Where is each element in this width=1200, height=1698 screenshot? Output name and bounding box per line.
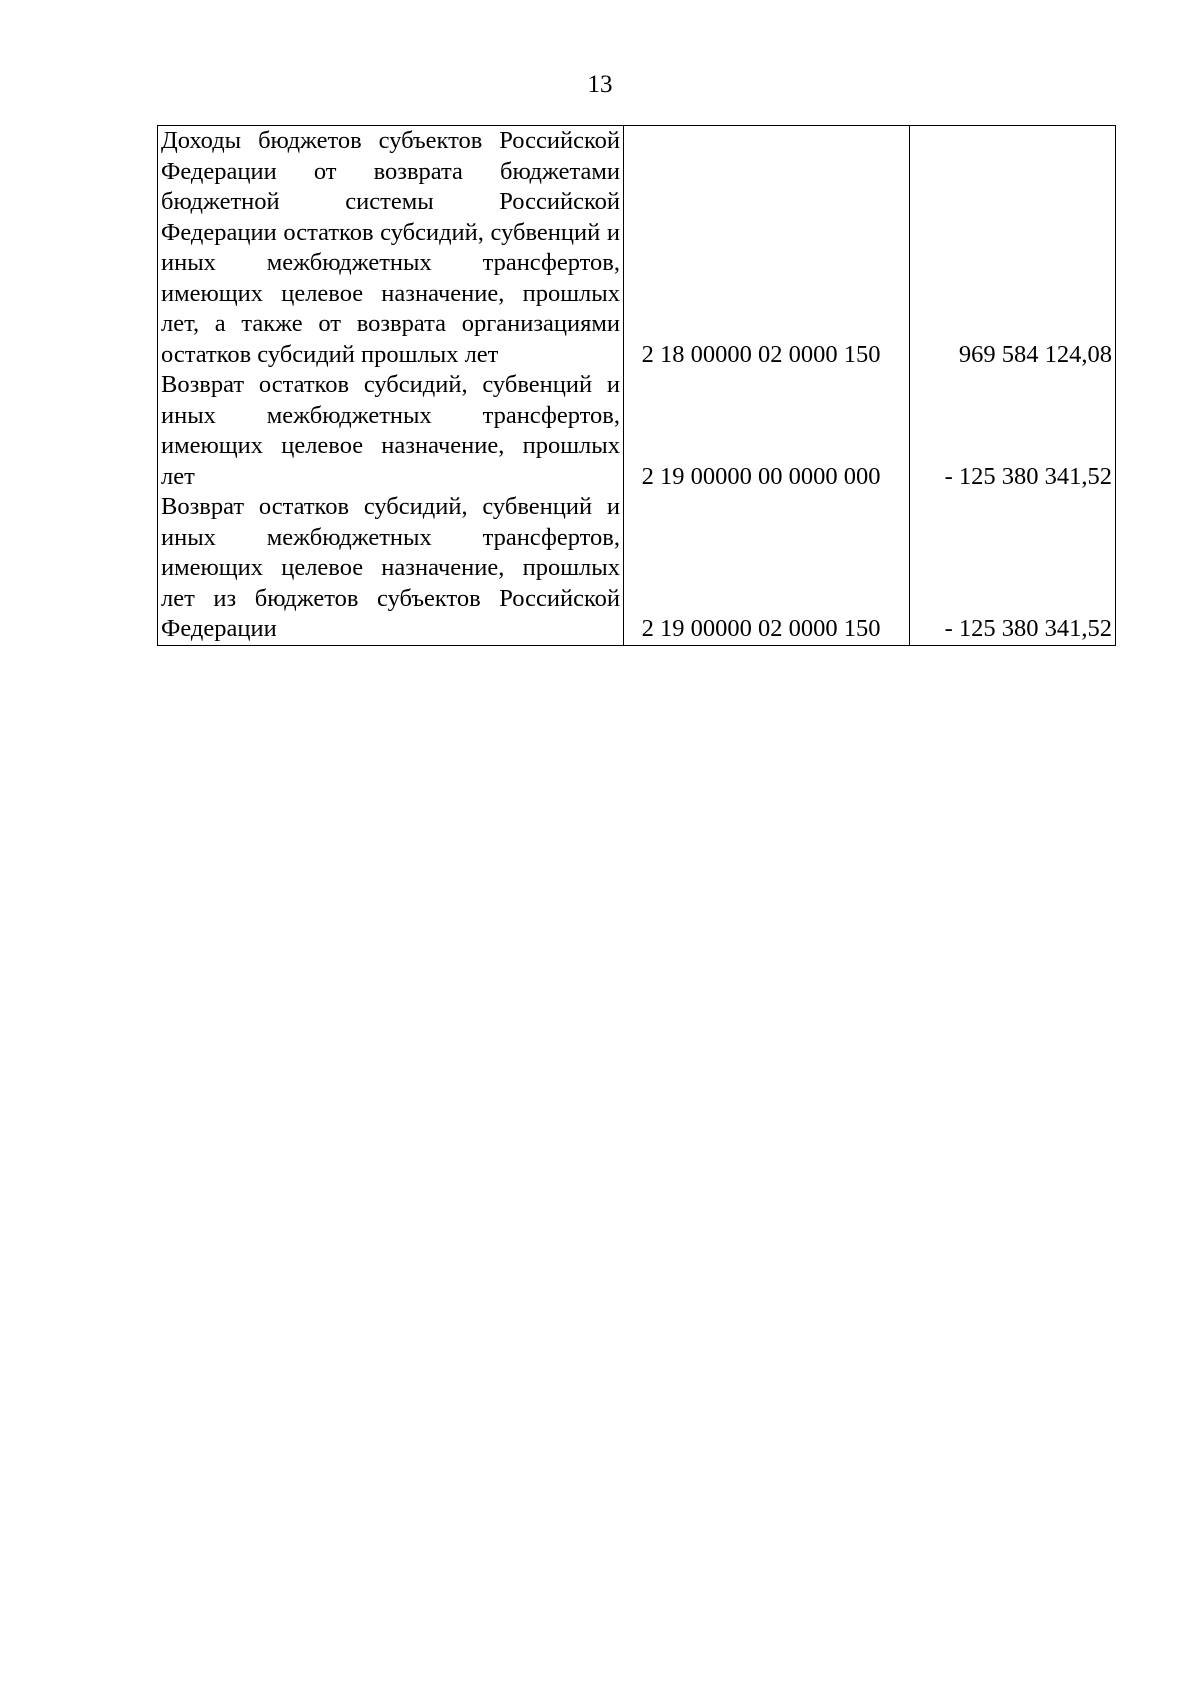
row-sum-cell: - 125 380 341,52 [910, 492, 1116, 645]
table-row [158, 492, 1116, 645]
row-code-cell: 2 18 00000 02 0000 150 [624, 126, 910, 371]
row-name-cell: Возврат остатков субсидий, субвенций и иных межбюджетных трансфертов, имеющих целевое назначение, прошлых лет [158, 370, 624, 492]
table-row [158, 126, 1116, 371]
row-code-cell: 2 19 00000 02 0000 150 [624, 492, 910, 645]
row-sum-cell: 969 584 124,08 [910, 126, 1116, 371]
row-sum-cell: - 125 380 341,52 [910, 370, 1116, 492]
budget-table [157, 125, 1116, 646]
page-number: 13 [587, 71, 613, 98]
row-name-cell: Доходы бюджетов субъектов Российской Федерации от возврата бюджетами бюджетной системы Российской Федерации остатков субсидий, субвенций и иных межбюджетных трансфертов, имеющих целевое назначение, прошлых лет, а также от возврата организациями остатков субсидий прошлых лет [158, 126, 624, 371]
row-code-cell: 2 19 00000 00 0000 000 [624, 370, 910, 492]
row-name-cell: Возврат остатков субсидий, субвенций и иных межбюджетных трансфертов, имеющих целевое назначение, прошлых лет из бюджетов субъектов Российской Федерации [158, 492, 624, 645]
table-row [158, 370, 1116, 492]
